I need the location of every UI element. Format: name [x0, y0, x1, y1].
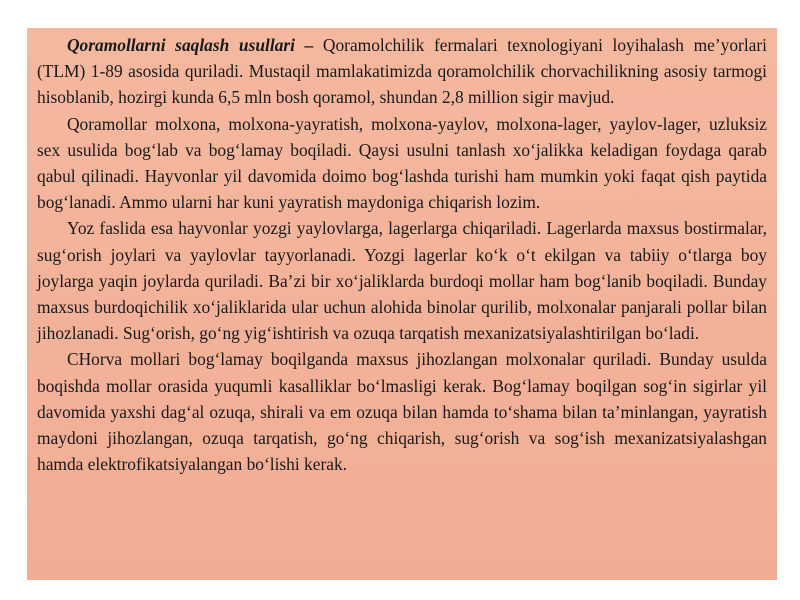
paragraph-4: CHorva mollari bog‘lamay boqilganda maxsus jihozlangan molxonalar quriladi. Bunday usulda boqishda mollar orasida yuqumli kasalliklar bo‘lmasligi kerak. Bog‘lamay boqilgan sog‘in sigirlar yil davomida yaxshi dag‘al ozuqa, shirali va em ozuqa bilan hamda to‘shama bilan ta’minlangan, yayratish maydoni jihozlangan, ozuqa tarqatish, go‘ng chiqarish, sug‘orish va sog‘ish mexanizatsiyalashgan hamda elektrofikatsiyalangan bo‘lishi kerak. — [37, 349, 767, 475]
paragraph-1-text: Qoramolchilik fermalari texnologiyani loyihalash me’yorlari (TLM) 1-89 asosida quriladi. Mustaqil mamlakatimizda qoramolchilik chorvachilikning asosiy tarmogi hisoblanib, hozirgi kunda 6,5 mln bosh qoramol, shundan 2,8 million sigir mavjud. — [37, 35, 767, 108]
text-box — [27, 28, 777, 580]
paragraph-3: Yoz faslida esa hayvonlar yozgi yaylovlarga, lagerlarga chiqariladi. Lagerlarda maxsus bostirmalar, sug‘orish joylari va yaylovlar tayyorlanadi. Yozgi lagerlar ko‘k o‘t ekilgan va tabiiy o‘tlarga boy joylarga yaqin joylarda quriladi. Ba’zi bir xo‘jaliklarda burdoqi mollar ham bog‘lanib boqiladi. Bunday maxsus burdoqichilik xo‘jaliklarida ular uchun alohida binolar qurilib, molxonalar panjarali pollar bilan jihozlanadi. Sug‘orish, go‘ng yig‘ishtirish va ozuqa tarqatish mexanizatsiyalashtirilgan bo‘ladi. — [37, 218, 767, 344]
lead-heading: Qoramollarni saqlash usullari – — [67, 35, 314, 55]
paragraph-2: Qoramollar molxona, molxona-yayratish, molxona-yaylov, molxona-lager, yaylov-lager, uzluksiz sex usulida bog‘lab va bog‘lamay boqiladi. Qaysi usulni tanlash xo‘jalikka keladigan foydaga qarab qabul qilinadi. Hayvonlar yil davomida doimo bog‘lashda turishi ham mumkin yoki faqat qish paytida bog‘lanadi. Ammo ularni har kuni yayratish maydoniga chiqarish lozim. — [37, 113, 767, 213]
paragraph-1 — [37, 32, 767, 111]
